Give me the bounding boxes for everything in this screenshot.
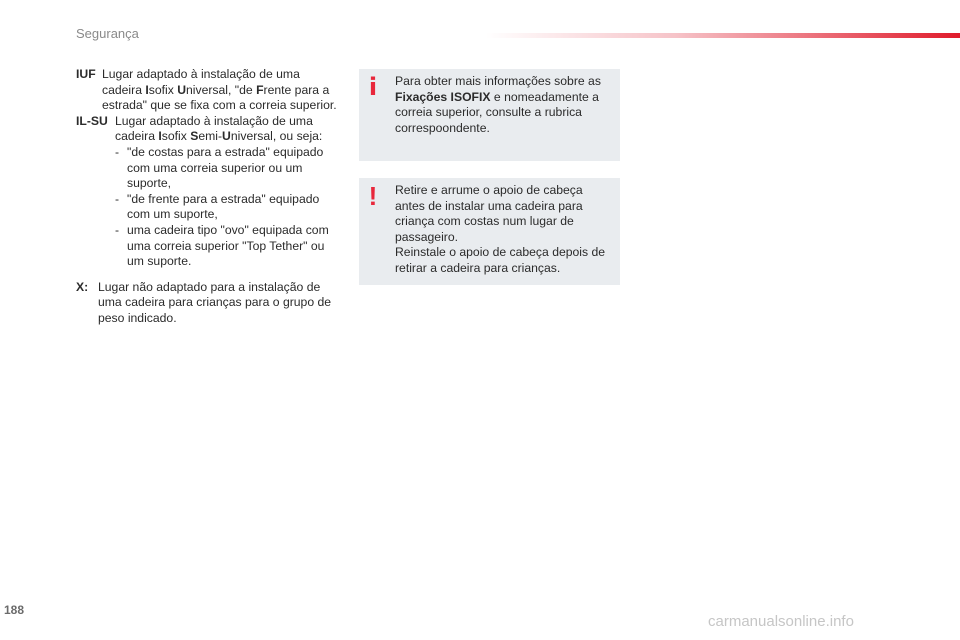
definitions-column	[76, 67, 338, 327]
warning-note	[359, 178, 620, 285]
list-item: - "de frente para a estrada" equipado com um suporte,	[115, 192, 338, 223]
info-note	[359, 69, 620, 161]
term-il-su: IL-SU	[76, 113, 108, 128]
definition-x	[76, 280, 338, 327]
info-note-text: Para obter mais informações sobre as Fixações ISOFIX e nomeadamente a correia superior, consulte a rubrica correspoondente.	[395, 74, 601, 135]
il-su-options-list	[76, 145, 338, 270]
term-x: X:	[76, 279, 89, 294]
term-iuf: IUF	[76, 67, 96, 81]
definition-il-su	[76, 114, 338, 270]
definition-il-su-text: Lugar adaptado à instalação de uma cadeira Isofix Semi-Universal, ou seja:	[115, 113, 323, 144]
warning-note-text-2: Reinstale o apoio de cabeça depois de retirar a cadeira para crianças.	[395, 245, 606, 275]
section-title: Segurança	[76, 26, 139, 41]
header-rule	[486, 33, 960, 38]
page-number: 188	[4, 603, 25, 617]
warning-note-text: Retire e arrume o apoio de cabeça antes de instalar uma cadeira para criança com costas num lugar de passageiro.	[395, 183, 583, 244]
list-item: - "de costas para a estrada" equipado com uma correia superior ou um suporte,	[115, 145, 338, 192]
definition-iuf	[76, 67, 338, 114]
info-icon: i	[368, 73, 378, 101]
warning-icon: !	[368, 181, 378, 211]
list-item: - uma cadeira tipo "ovo" equipada com uma correia superior "Top Tether" ou um suporte.	[115, 223, 338, 270]
watermark: carmanualsonline.info	[708, 613, 854, 630]
definition-x-text: Lugar não adaptado para a instalação de uma cadeira para crianças para o grupo de peso indicado.	[98, 279, 332, 325]
definition-iuf-text: Lugar adaptado à instalação de uma cadeira Isofix Universal, "de Frente para a estrada" que se fixa com a correia superior.	[102, 67, 337, 113]
